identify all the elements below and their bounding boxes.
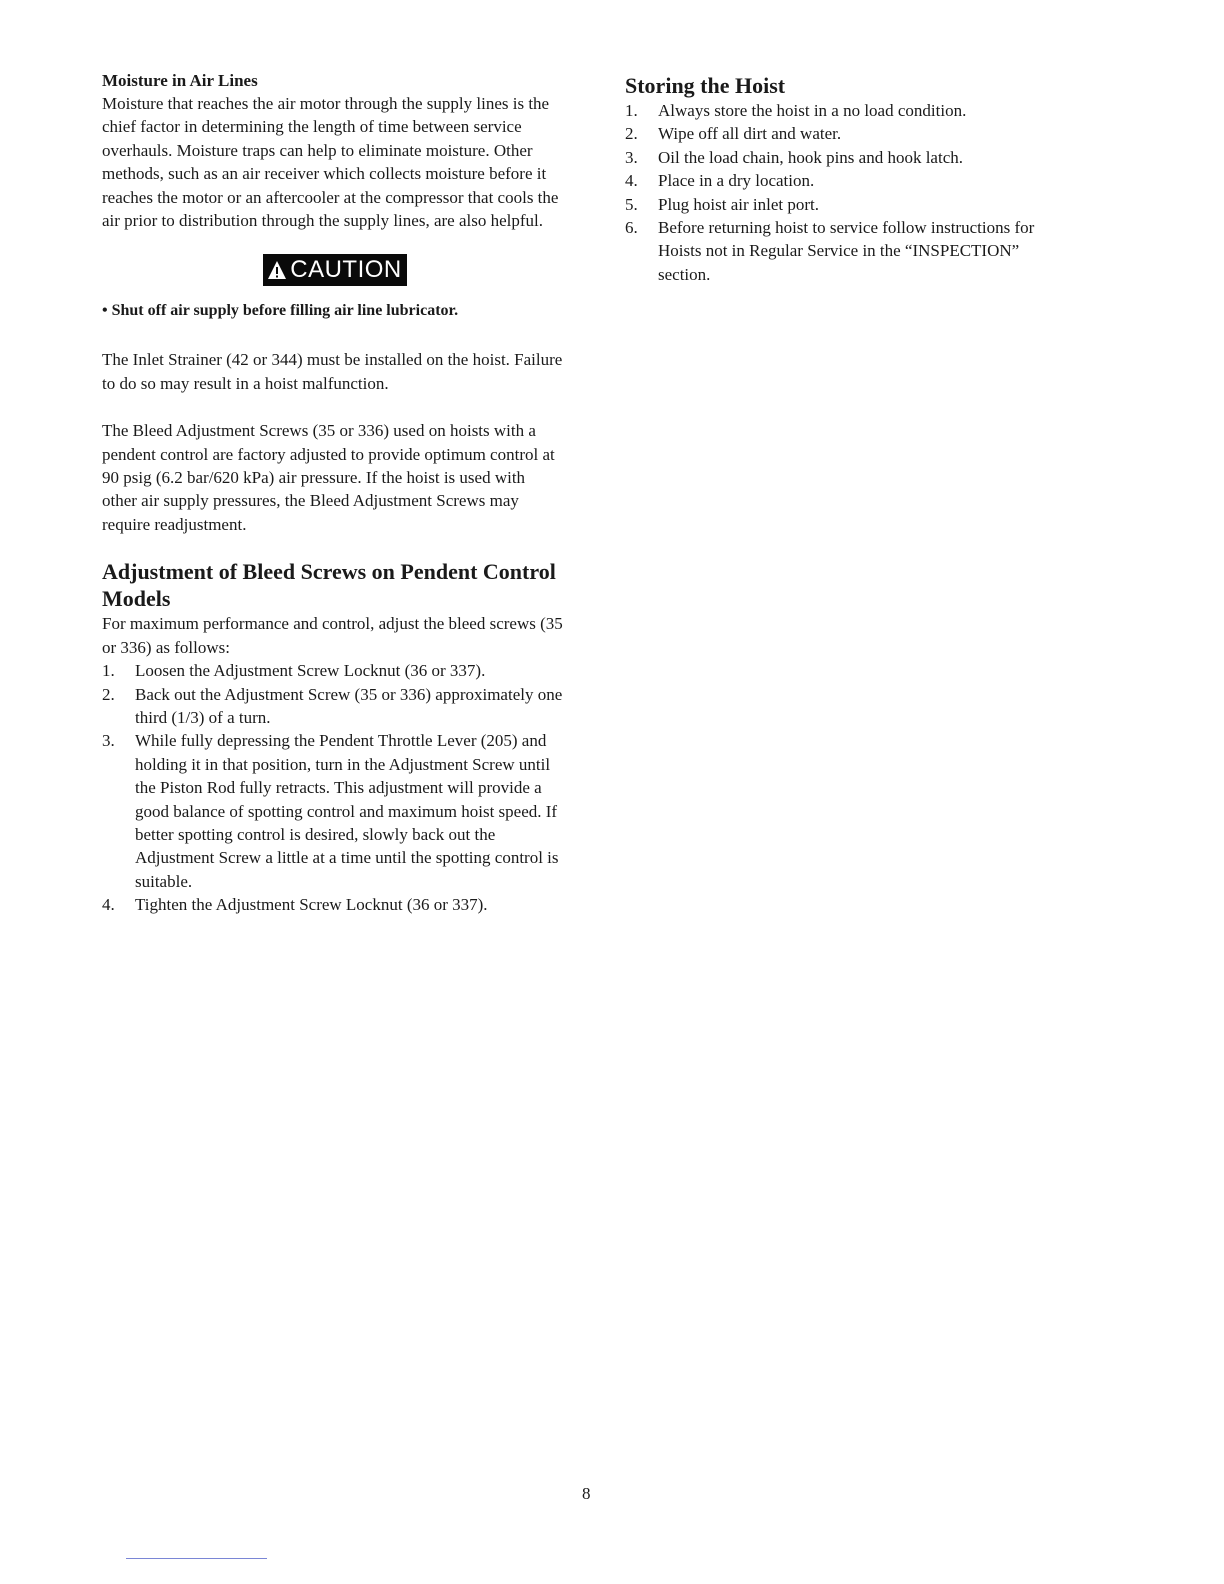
caution-label-box [263,254,407,286]
step-number: 6. [625,218,638,238]
adjustment-steps-list [102,659,564,916]
inlet-strainer-note: The Inlet Strainer (42 or 344) must be installed on the hoist. Failure to do so may result in a hoist malfunction. [102,350,563,393]
step-text: Loosen the Adjustment Screw Locknut (36 or 337). [135,661,486,681]
caution-warning-text: • Shut off air supply before filling air line lubricator. [102,302,459,320]
list-item [102,729,564,893]
list-item [625,99,1075,122]
caution-banner [102,254,568,286]
list-item [102,683,564,730]
step-number: 3. [102,731,115,751]
step-text: Place in a dry location. [658,171,815,191]
step-number: 1. [625,101,638,120]
step-text: Wipe off all dirt and water. [658,124,842,144]
step-number: 3. [625,147,638,167]
step-number: 2. [625,124,638,144]
moisture-heading: Moisture in Air Lines [102,71,258,90]
step-text: While fully depressing the Pendent Throttle Lever (205) and holding it in that position, turn in the Adjustment Screw until the Piston Rod fully retracts. This adjustment will provide a good balance of spotting control and maximum hoist speed. If better spotting control is desired, slowly back out the Adjustment Screw a little at a time until the spotting control is suitable. [135,731,559,891]
step-text: Back out the Adjustment Screw (35 or 336) approximately one third (1/3) of a turn. [135,684,563,727]
list-item [625,122,1075,145]
step-text: Always store the hoist in a no load condition. [658,101,967,120]
step-number: 1. [102,661,115,681]
left-column [102,70,564,917]
moisture-paragraph: Moisture that reaches the air motor through the supply lines is the chief factor in determining the length of time between service overhauls. Moisture traps can help to eliminate moisture. Other methods, such as an air receiver which collects moisture before it reaches the motor or an aftercooler at the compressor that cools the air prior to distribution through the supply lines, are also helpful. [102,94,559,231]
right-column [625,72,1075,286]
page-number: 8 [582,1484,591,1503]
list-item [625,216,1075,286]
list-item [625,193,1075,216]
step-text: Oil the load chain, hook pins and hook latch. [658,147,963,167]
caution-label: CAUTION [290,256,402,284]
step-number: 4. [102,895,115,915]
step-number: 5. [625,194,638,214]
step-text: Before returning hoist to service follow instructions for Hoists not in Regular Service in the “INSPECTION” section. [658,218,1035,284]
list-item [102,659,564,682]
warning-triangle-icon [267,260,287,280]
list-item [625,146,1075,169]
adjustment-heading: Adjustment of Bleed Screws on Pendent Control Models [102,559,556,612]
bleed-screws-note: The Bleed Adjustment Screws (35 or 336) used on hoists with a pendent control are factory adjusted to provide optimum control at 90 psig (6.2 bar/620 kPa) air pressure. If the hoist is used with other air supply pressures, the Bleed Adjustment Screws may require readjustment. [102,421,555,534]
storing-steps-list [625,99,1075,286]
step-text: Plug hoist air inlet port. [658,194,820,214]
adjustment-intro: For maximum performance and control, adjust the bleed screws (35 or 336) as follows: [102,614,563,657]
list-item [102,893,564,916]
step-number: 2. [102,684,115,704]
step-number: 4. [625,171,638,191]
storing-heading: Storing the Hoist [625,73,786,98]
footer-rule [126,1558,267,1559]
step-text: Tighten the Adjustment Screw Locknut (36 or 337). [135,895,488,915]
list-item [625,169,1075,192]
